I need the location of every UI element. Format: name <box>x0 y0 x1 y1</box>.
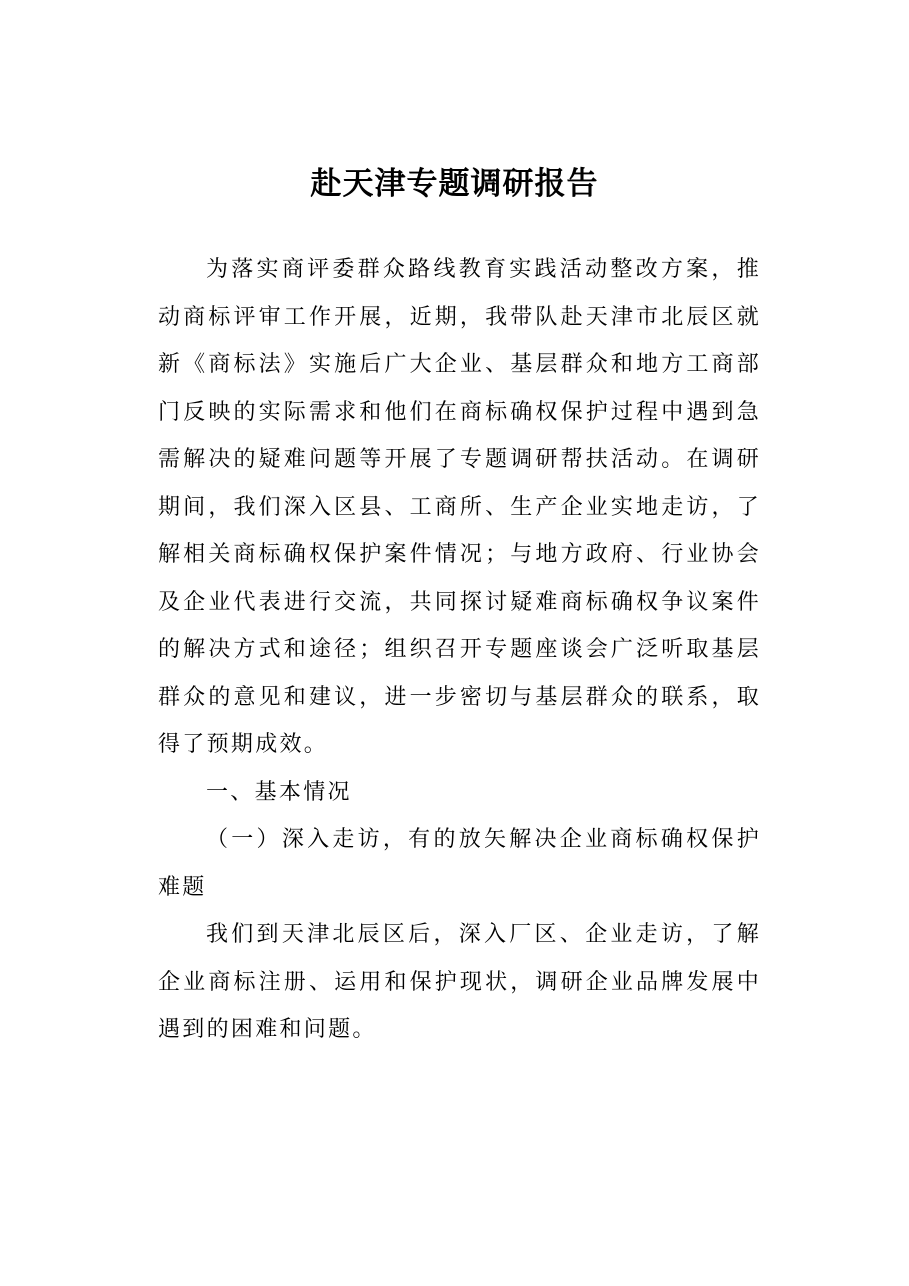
intro-paragraph: 为落实商评委群众路线教育实践活动整改方案，推动商标评审工作开展，近期，我带队赴天津市北辰区就新《商标法》实施后广大企业、基层群众和地方工商部门反映的实际需求和他们在商标确权保护过程中遇到急需解决的疑难问题等开展了专题调研帮扶活动。在调研期间，我们深入区县、工商所、生产企业实地走访，了解相关商标确权保护案件情况；与地方政府、行业协会及企业代表进行交流，共同探讨疑难商标确权争议案件的解决方式和途径；组织召开专题座谈会广泛听取基层群众的意见和建议，进一步密切与基层群众的联系，取得了预期成效。 <box>158 257 761 757</box>
section-heading-basic-situation: 一、基本情况 <box>206 779 352 805</box>
document-title: 赴天津专题调研报告 <box>310 166 599 202</box>
subsection-paragraph-visits: 我们到天津北辰区后，深入厂区、企业走访，了解企业商标注册、运用和保护现状，调研企业品牌发展中遇到的困难和问题。 <box>158 922 761 1042</box>
document-body <box>158 246 761 1054</box>
subsection-heading-visits: （一）深入走访，有的放矢解决企业商标确权保护难题 <box>158 827 761 900</box>
